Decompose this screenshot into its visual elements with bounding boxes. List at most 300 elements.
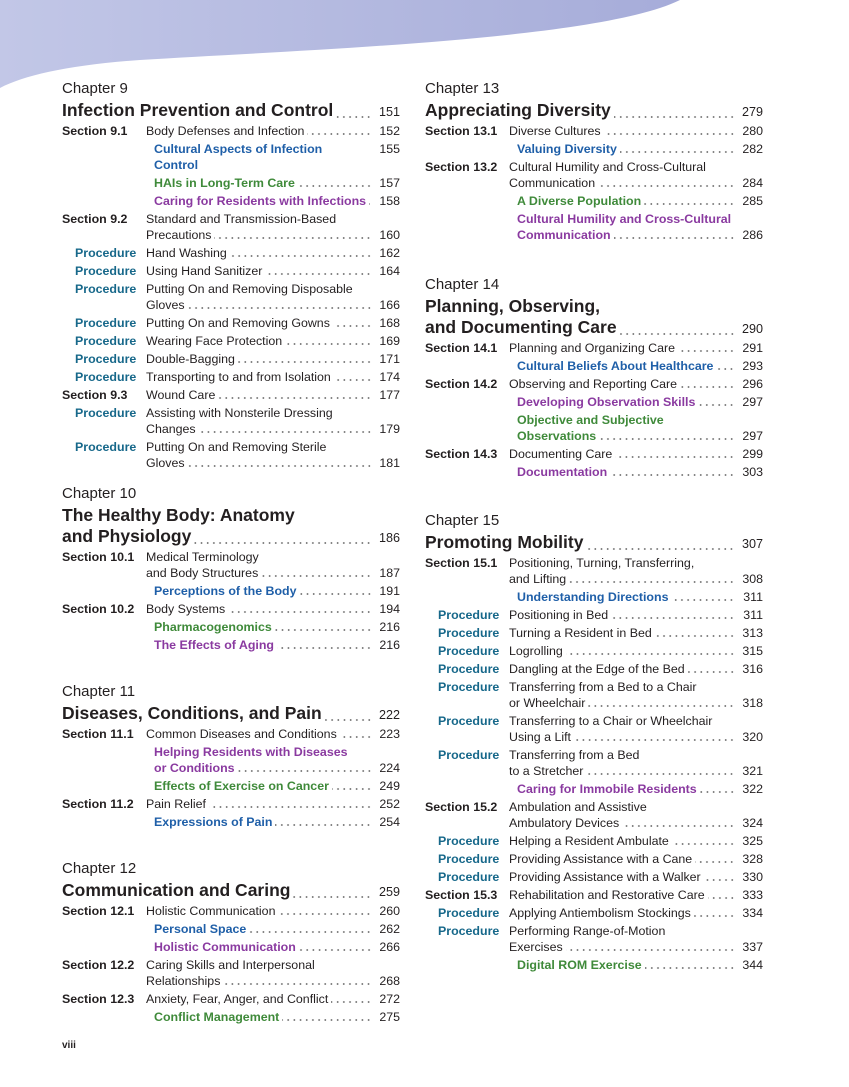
procedure-entry[interactable] [62, 315, 400, 331]
section-entry[interactable] [62, 957, 400, 989]
page-number: viii [62, 1040, 76, 1051]
entry-line [509, 412, 763, 428]
page-number: 315 [742, 644, 763, 658]
section-entry[interactable] [425, 376, 763, 392]
entry-line [509, 211, 763, 227]
entry-line [146, 760, 400, 776]
entry-title: Documenting Care [509, 447, 613, 461]
dot-leader [278, 908, 372, 916]
section-entry[interactable] [425, 887, 763, 903]
entry-line [509, 607, 763, 623]
section-entry[interactable] [62, 601, 400, 617]
entry-body [509, 851, 763, 867]
entry-title: Cultural Beliefs About Healthcare [517, 359, 714, 373]
chapter-block [425, 275, 763, 482]
section-label: Section 12.2 [62, 958, 135, 972]
entry-body [509, 340, 763, 356]
chapter-label: Chapter 14 [425, 276, 500, 293]
entry-line [146, 263, 400, 279]
feature-entry[interactable] [62, 619, 400, 635]
entry-title: Putting On and Removing Gowns [146, 316, 330, 330]
procedure-label: Procedure [438, 924, 500, 938]
section-entry[interactable] [62, 123, 400, 139]
dot-leader [695, 856, 735, 864]
dot-leader [275, 624, 372, 632]
dot-leader [708, 892, 735, 900]
entry-line [146, 973, 400, 989]
section-label: Section 11.2 [62, 797, 134, 811]
dot-leader [569, 576, 735, 584]
section-label [425, 412, 509, 444]
entry-title: Digital ROM Exercise [517, 958, 642, 972]
chapter-title: and Physiology [62, 526, 192, 546]
dot-leader [586, 543, 735, 551]
entry-line [509, 781, 763, 797]
section-label [62, 141, 146, 173]
feature-entry[interactable] [425, 412, 763, 444]
entry-title: Positioning, Turning, Transferring, [509, 556, 695, 570]
feature-entry[interactable] [62, 193, 400, 209]
feature-entry[interactable] [62, 744, 400, 776]
entry-title: Common Diseases and Conditions [146, 727, 337, 741]
chapter-title-line[interactable] [425, 296, 763, 317]
page-number: 181 [379, 456, 400, 470]
entry-line [146, 281, 400, 297]
dot-leader [614, 232, 735, 240]
procedure-entry[interactable] [425, 869, 763, 885]
procedure-label: Procedure [438, 608, 500, 622]
section-entry[interactable] [425, 340, 763, 356]
entry-body [146, 351, 400, 367]
entry-body [146, 211, 400, 243]
entry-line [146, 315, 400, 331]
entry-body [509, 625, 763, 641]
section-label: Section 14.3 [425, 447, 498, 461]
entry-title: Pharmacogenomics [154, 620, 272, 634]
procedure-entry[interactable] [425, 713, 763, 745]
section-label [62, 744, 146, 776]
procedure-label: Procedure [438, 748, 500, 762]
dot-leader [285, 338, 372, 346]
section-label: Section 9.3 [62, 388, 128, 402]
procedure-entry[interactable] [62, 281, 400, 313]
entry-body [146, 601, 400, 617]
dot-leader [298, 180, 372, 188]
entry-title: Wearing Face Protection [146, 334, 283, 348]
chapter-label: Chapter 11 [62, 683, 136, 700]
section-label [425, 193, 509, 209]
page-number: 307 [741, 537, 763, 551]
section-label [425, 394, 509, 410]
entry-title: Putting On and Removing Sterile [146, 440, 327, 454]
dot-leader [566, 648, 735, 656]
dot-leader [644, 198, 735, 206]
chapter-label: Chapter 10 [62, 485, 137, 502]
page-number: 324 [742, 816, 763, 830]
entry-title: Communication [517, 228, 611, 242]
dot-leader [340, 731, 372, 739]
feature-entry[interactable] [62, 141, 400, 173]
procedure-entry[interactable] [425, 679, 763, 711]
entry-title: Positioning in Bed [509, 608, 609, 622]
entry-body [509, 412, 763, 444]
entry-title: Transferring from a Bed to a Chair [509, 680, 697, 694]
entry-body [146, 281, 400, 313]
dot-leader [622, 820, 735, 828]
procedure-entry[interactable] [425, 643, 763, 659]
entry-body [146, 369, 400, 385]
procedure-entry[interactable] [425, 607, 763, 623]
feature-entry[interactable] [62, 175, 400, 191]
section-label [62, 939, 146, 955]
section-entry[interactable] [425, 555, 763, 587]
dot-leader [238, 356, 372, 364]
section-label: Section 13.2 [425, 160, 498, 174]
feature-entry[interactable] [62, 583, 400, 599]
page-number: 160 [379, 228, 400, 242]
section-entry[interactable] [425, 799, 763, 831]
page-number: 286 [742, 228, 763, 242]
entry-line [146, 405, 400, 421]
entry-line [509, 464, 763, 480]
dot-leader [678, 345, 735, 353]
procedure-label: Procedure [438, 906, 500, 920]
page-number: 291 [742, 341, 763, 355]
section-entry[interactable] [62, 726, 400, 742]
dot-leader [614, 111, 735, 119]
dot-leader [698, 399, 735, 407]
entry-line [509, 643, 763, 659]
section-entry[interactable] [62, 991, 400, 1007]
entry-line [146, 245, 400, 261]
procedure-label: Procedure [75, 406, 137, 420]
feature-entry[interactable] [62, 939, 400, 955]
dot-leader [230, 250, 372, 258]
chapter-title: and Documenting Care [425, 317, 617, 337]
section-entry[interactable] [425, 446, 763, 462]
entry-body [509, 923, 763, 955]
entry-line [509, 851, 763, 867]
feature-entry[interactable] [62, 637, 400, 653]
section-entry[interactable] [62, 796, 400, 812]
procedure-entry[interactable] [62, 439, 400, 471]
entry-line [509, 555, 763, 571]
section-label [62, 1009, 146, 1025]
page-number: 169 [379, 334, 400, 348]
procedure-entry[interactable] [425, 905, 763, 921]
entry-title: Body Systems [146, 602, 226, 616]
procedure-label: Procedure [438, 852, 500, 866]
procedure-entry[interactable] [425, 833, 763, 849]
entry-line [509, 887, 763, 903]
chapter-block [62, 484, 400, 655]
chapter-title-line[interactable] [62, 703, 400, 726]
page-number: 171 [379, 352, 400, 366]
chapter-title-line[interactable] [425, 317, 763, 340]
section-entry[interactable] [425, 159, 763, 191]
entry-body [509, 607, 763, 623]
entry-body [146, 726, 400, 742]
page-number: 299 [742, 447, 763, 461]
entry-line [509, 227, 763, 243]
entry-line [509, 923, 763, 939]
section-entry[interactable] [62, 211, 400, 243]
page-number: 282 [742, 142, 763, 156]
entry-title: Applying Antiembolism Stockings [509, 906, 691, 920]
entry-title: Using a Lift [509, 730, 571, 744]
entry-line [146, 439, 400, 455]
page-number: 320 [742, 730, 763, 744]
procedure-entry[interactable] [62, 245, 400, 261]
dot-leader [588, 700, 735, 708]
entry-title: Dangling at the Edge of the Bed [509, 662, 685, 676]
entry-line [509, 175, 763, 191]
feature-entry[interactable] [62, 921, 400, 937]
dot-leader [325, 714, 372, 722]
procedure-label: Procedure [75, 264, 137, 278]
section-entry[interactable] [62, 387, 400, 403]
dot-leader [620, 328, 735, 336]
chapter-title-line[interactable] [62, 526, 400, 549]
entry-title: Precautions [146, 228, 212, 242]
dot-leader [333, 320, 372, 328]
procedure-entry[interactable] [62, 351, 400, 367]
entry-title: Objective and Subjective [517, 413, 664, 427]
entry-title: or Wheelchair [509, 696, 586, 710]
section-label: Section 9.1 [62, 124, 128, 138]
entry-body [509, 661, 763, 677]
entry-body [509, 887, 763, 903]
section-label: Section 10.2 [62, 602, 135, 616]
entry-line [509, 571, 763, 587]
section-entry[interactable] [62, 903, 400, 919]
procedure-label: Procedure [75, 440, 137, 454]
entry-body [146, 123, 400, 139]
procedure-label: Procedure [75, 370, 137, 384]
entry-title: Assisting with Nonsterile Dressing [146, 406, 333, 420]
entry-title: Holistic Communication [154, 940, 296, 954]
feature-entry[interactable] [425, 394, 763, 410]
dot-leader [704, 874, 735, 882]
feature-entry[interactable] [425, 781, 763, 797]
page-number: 303 [742, 465, 763, 479]
entry-title: Observing and Reporting Care [509, 377, 678, 391]
dot-leader [293, 891, 372, 899]
feature-entry[interactable] [425, 141, 763, 157]
entry-body [509, 141, 763, 157]
entry-line [146, 455, 400, 471]
page-number: 321 [742, 764, 763, 778]
section-label: Section 9.2 [62, 212, 128, 226]
dot-leader [620, 146, 735, 154]
chapter-label: Chapter 15 [425, 512, 500, 529]
entry-line [509, 123, 763, 139]
chapter-title: Infection Prevention and Control [62, 100, 334, 120]
page-number: 151 [378, 105, 400, 119]
section-label: Section 13.1 [425, 124, 498, 138]
entry-line [509, 446, 763, 462]
page-number: 284 [742, 176, 763, 190]
procedure-entry[interactable] [425, 923, 763, 955]
entry-line [509, 869, 763, 885]
entry-line [146, 333, 400, 349]
entry-line [509, 799, 763, 815]
dot-leader [599, 433, 735, 441]
entry-body [509, 957, 763, 973]
entry-title: Ambulatory Devices [509, 816, 620, 830]
page-number: 328 [742, 852, 763, 866]
chapter-title-line[interactable] [425, 100, 763, 123]
dot-leader [680, 381, 735, 389]
entry-body [146, 193, 400, 209]
entry-body [509, 159, 763, 191]
procedure-entry[interactable] [425, 747, 763, 779]
section-label [425, 464, 509, 480]
entry-body [509, 643, 763, 659]
entry-title: HAIs in Long-Term Care [154, 176, 295, 190]
dot-leader [645, 962, 735, 970]
entry-body [146, 583, 400, 599]
entry-line [509, 428, 763, 444]
procedure-label: Procedure [438, 714, 500, 728]
procedure-entry[interactable] [425, 661, 763, 677]
entry-title: Wound Care [146, 388, 216, 402]
entry-title: Caring for Residents with Infections [154, 194, 367, 208]
chapter-block [62, 859, 400, 1027]
entry-title: Cultural Aspects of Infection Control [154, 142, 323, 172]
entry-body [509, 123, 763, 139]
entry-line [146, 297, 400, 313]
feature-entry[interactable] [425, 464, 763, 480]
dot-leader [334, 374, 372, 382]
entry-body [146, 903, 400, 919]
entry-line [146, 123, 400, 139]
entry-title: Anxiety, Fear, Anger, and Conflict [146, 992, 329, 1006]
page-number: 297 [742, 429, 763, 443]
entry-body [146, 637, 400, 653]
entry-line [146, 351, 400, 367]
chapter-title-line[interactable] [62, 100, 400, 123]
entry-title: Pain Relief [146, 797, 206, 811]
dot-leader [655, 630, 735, 638]
page-number: 333 [742, 888, 763, 902]
feature-entry[interactable] [62, 778, 400, 794]
section-label: Section 12.1 [62, 904, 135, 918]
entry-body [146, 991, 400, 1007]
feature-entry[interactable] [425, 957, 763, 973]
entry-line [509, 589, 763, 605]
section-entry[interactable] [62, 549, 400, 581]
feature-entry[interactable] [425, 193, 763, 209]
section-label: Section 14.1 [425, 341, 498, 355]
page-number: 308 [742, 572, 763, 586]
entry-line [509, 679, 763, 695]
dot-leader [610, 469, 735, 477]
entry-line [509, 833, 763, 849]
chapter-block [425, 79, 763, 245]
dot-leader [307, 128, 372, 136]
entry-title: Medical Terminology [146, 550, 259, 564]
section-label [425, 957, 509, 973]
entry-body [146, 1009, 400, 1025]
entry-line [509, 713, 763, 729]
chapter-title-line[interactable] [62, 880, 400, 903]
section-label [62, 619, 146, 635]
page-number: 191 [379, 584, 400, 598]
entry-line [509, 141, 763, 157]
feature-entry[interactable] [62, 1009, 400, 1025]
entry-body [509, 747, 763, 779]
page-number: 311 [743, 590, 763, 604]
feature-entry[interactable] [425, 589, 763, 605]
page-number: 290 [741, 322, 763, 336]
dot-leader [282, 1014, 372, 1022]
page-number: 337 [742, 940, 763, 954]
procedure-label: Procedure [438, 662, 500, 676]
procedure-entry[interactable] [62, 333, 400, 349]
feature-entry[interactable] [62, 814, 400, 830]
entry-line [509, 957, 763, 973]
entry-title: Standard and Transmission-Based [146, 212, 337, 226]
procedure-label: Procedure [438, 680, 500, 694]
entry-title: Hand Washing [146, 246, 227, 260]
procedure-entry[interactable] [425, 625, 763, 641]
page-number: 216 [379, 620, 400, 634]
page-number: 174 [379, 370, 400, 384]
procedure-entry[interactable] [425, 851, 763, 867]
entry-line [509, 358, 763, 374]
page-number: 322 [742, 782, 763, 796]
procedure-entry[interactable] [62, 369, 400, 385]
section-label [425, 589, 509, 605]
entry-line [146, 227, 400, 243]
entry-title: Gloves [146, 456, 185, 470]
section-label: Section 12.3 [62, 992, 135, 1006]
section-label: Section 15.1 [425, 556, 498, 570]
entry-line [146, 796, 400, 812]
procedure-entry[interactable] [62, 405, 400, 437]
entry-title: Ambulation and Assistive [509, 800, 647, 814]
entry-line [146, 921, 400, 937]
entry-line [509, 695, 763, 711]
page-number: 296 [742, 377, 763, 391]
dot-leader [277, 642, 372, 650]
dot-leader [716, 363, 735, 371]
section-entry[interactable] [425, 123, 763, 139]
procedure-entry[interactable] [62, 263, 400, 279]
chapter-title-line[interactable] [425, 532, 763, 555]
feature-entry[interactable] [425, 358, 763, 374]
entry-body [509, 464, 763, 480]
chapter-block [425, 511, 763, 975]
chapter-title: Diseases, Conditions, and Pain [62, 703, 322, 723]
entry-title: Rehabilitation and Restorative Care [509, 888, 705, 902]
entry-body [146, 549, 400, 581]
dot-leader [586, 768, 735, 776]
page-number: 318 [742, 696, 763, 710]
section-label [425, 211, 509, 243]
entry-title: Logrolling [509, 644, 563, 658]
dot-leader [700, 786, 735, 794]
chapter-title: Promoting Mobility [425, 532, 584, 552]
entry-title: Relationships [146, 974, 221, 988]
entry-body [509, 799, 763, 831]
entry-title: Body Defenses and Infection [146, 124, 305, 138]
chapter-title-line[interactable] [62, 505, 400, 526]
feature-entry[interactable] [425, 211, 763, 243]
chapter-label: Chapter 13 [425, 80, 500, 97]
entry-body [509, 211, 763, 243]
